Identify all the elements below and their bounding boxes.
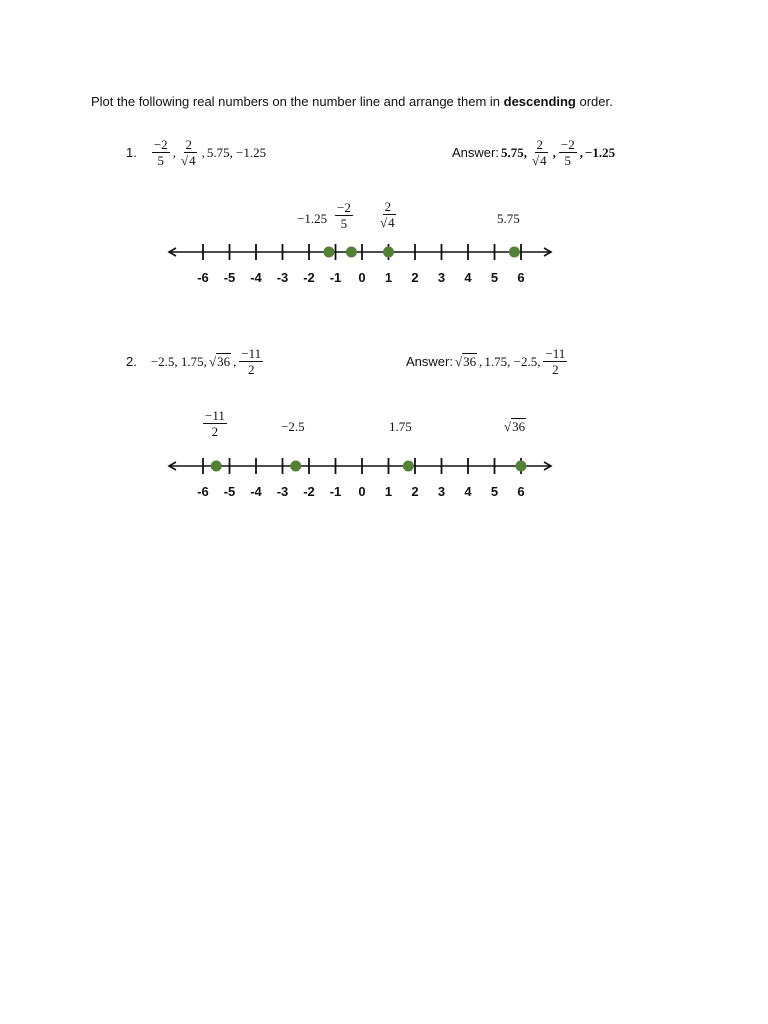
tick-label-2: 2 [411,270,419,285]
tick-label-6: 6 [517,484,525,499]
tick-label--6: -6 [197,270,209,285]
problem-1-decimals: 5.75, −1.25 [206,144,267,160]
tick-label-0: 0 [358,270,366,285]
plotted-point [346,247,357,258]
problem-1-answer-fraction-neg2-5: $\frac{-2}{5}$ [560,137,575,168]
tick-label-1: 1 [384,484,393,499]
problem-1-answer: Answer: 5.75, $\frac{2}{√4}$ , $\frac{-2}{5}$ , −1.25 [452,137,616,168]
tick-label-6: 6 [517,270,525,285]
plot-2-label-neg2-5: −2.5 [281,419,305,434]
plot-1-label-2-sqrt4: $\frac{2}{√4}$ [380,199,395,230]
plot-1-label-neg1-25: −1.25 [297,211,328,226]
problem-2-answer-fraction-neg11-2: $\frac{-11}{2}$ [545,346,566,377]
problem-1-number: 1. [126,145,137,160]
plotted-point [323,247,334,258]
plot-1-label-5-75: 5.75 [497,211,520,226]
problem-2-fraction-neg11-2: $\frac{-11}{2}$ [241,346,262,377]
tick-label--2: -2 [303,270,315,285]
problem-2: 2. −2.5, 1.75, √36 , $\frac{-11}{2}$ [126,346,262,377]
instructions-emphasis: descending [503,94,576,109]
problem-1-answer-label: Answer: [452,145,499,160]
tick-label-0: 0 [358,484,366,499]
plot-2-label-1-75: 1.75 [389,419,412,434]
tick-label--5: -5 [223,270,236,285]
tick-label-1: 1 [384,270,393,285]
tick-label-4: 4 [464,270,472,285]
instructions-tail: order. [575,94,613,109]
plotted-point [509,247,520,258]
instructions-text: Plot the following real numbers on the number line and arrange them in [91,94,504,109]
plot-1-label-neg2-5: $\frac{-2}{5}$ [337,200,351,231]
tick-label--4: -4 [250,270,262,285]
tick-label-3: 3 [437,484,446,499]
tick-label--1: -1 [329,270,342,285]
problem-1: 1. $\frac{-2}{5}$ , $\frac{2}{√4}$ , 5.75, −1.25 [126,137,267,168]
tick-label--6: -6 [197,484,209,499]
tick-label-4: 4 [464,484,472,499]
number-line-2 [169,458,551,499]
plot-2-label-sqrt36: √36 [504,419,526,434]
tick-label--2: -2 [303,484,315,499]
problem-2-answer-sqrt36: √36 [454,353,477,369]
tick-label--1: -1 [329,484,342,499]
plotted-point [290,461,301,472]
plotted-point [516,461,527,472]
problem-1-fraction-neg2-5: $\frac{-2}{5}$ [153,137,168,168]
problem-2-number: 2. [126,354,137,369]
problem-1-answer-fraction-2-sqrt4: $\frac{2}{√4}$ [531,137,547,168]
tick-label-2: 2 [411,484,419,499]
plotted-point [383,247,394,258]
tick-label-5: 5 [490,270,499,285]
problem-2-answer: Answer: √36 , 1.75, −2.5, $\frac{-11}{2}$ [406,346,566,377]
plotted-point [403,461,414,472]
tick-label--5: -5 [223,484,236,499]
problem-2-answer-label: Answer: [406,354,453,369]
tick-label--4: -4 [250,484,262,499]
plotted-point [211,461,222,472]
problem-1-fraction-2-sqrt4: $\frac{2}{√4}$ [180,137,196,168]
tick-label-5: 5 [490,484,499,499]
plot-2-label-neg11-2: $\frac{-11}{2}$ [205,408,225,439]
tick-label--3: -3 [276,270,289,285]
number-line-1 [169,244,551,285]
tick-label--3: -3 [276,484,289,499]
problem-2-sqrt36: √36 [208,353,231,369]
tick-label-3: 3 [437,270,446,285]
